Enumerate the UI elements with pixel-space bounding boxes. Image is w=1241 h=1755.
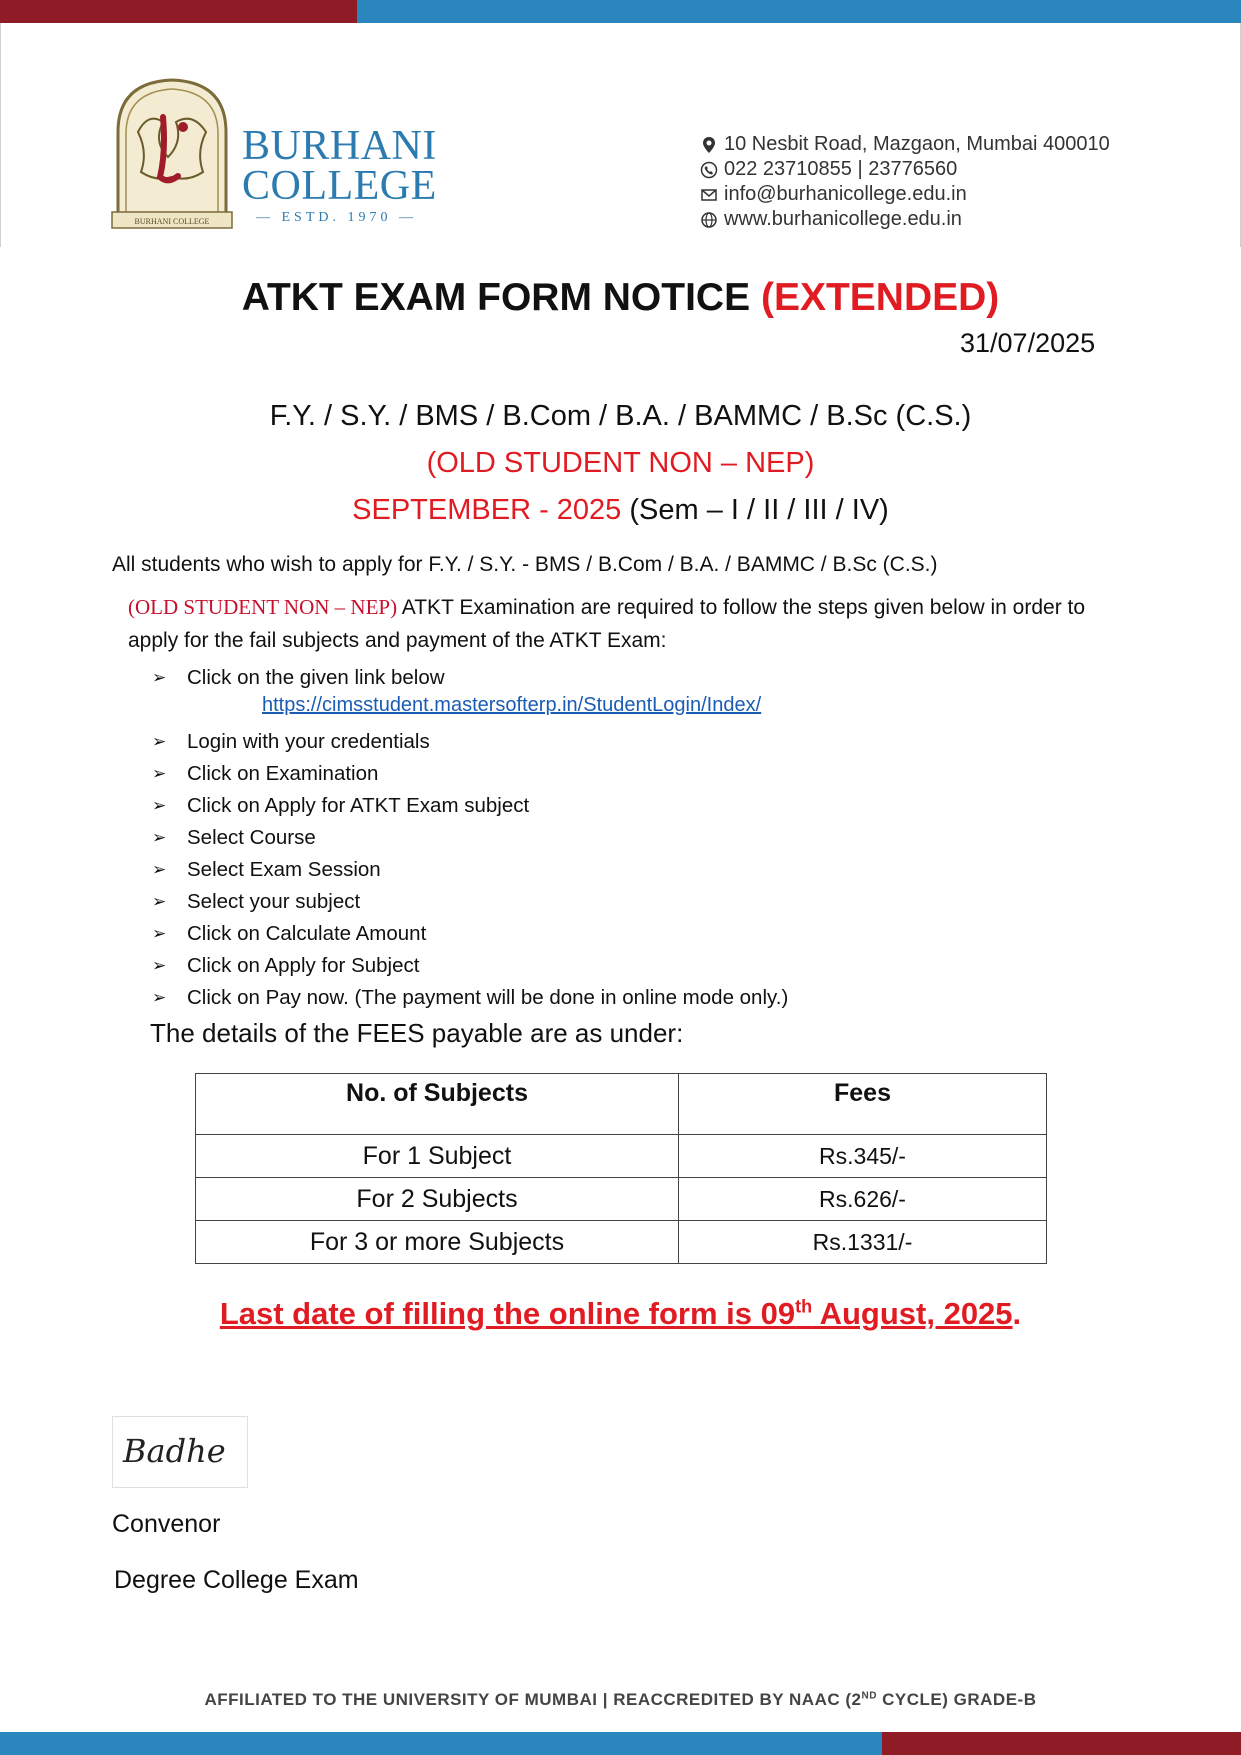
arrow-bullet-icon: ➢ bbox=[152, 828, 167, 847]
fees-intro: The details of the FEES payable are as under: bbox=[150, 1018, 684, 1048]
subjects-cell: For 2 Subjects bbox=[196, 1178, 679, 1221]
instructions-tag: (OLD STUDENT NON – NEP) bbox=[128, 595, 398, 619]
session-semesters: (Sem – I / II / III / IV) bbox=[629, 494, 889, 526]
notice-title bbox=[0, 276, 1241, 320]
list-item: ➢ Select Course bbox=[152, 826, 316, 849]
contact-address-row bbox=[700, 132, 1110, 157]
arrow-bullet-icon: ➢ bbox=[152, 924, 167, 943]
table-row bbox=[196, 1221, 1047, 1264]
list-item: ➢ Click on the given link below bbox=[152, 666, 445, 689]
notice-date: 31/07/2025 bbox=[960, 328, 1096, 358]
column-header-fees: Fees bbox=[679, 1074, 1047, 1135]
college-name-line1: BURHANI bbox=[242, 123, 437, 169]
contact-address: 10 Nesbit Road, Mazgaon, Mumbai 400010 bbox=[724, 133, 1110, 155]
phone-icon bbox=[700, 161, 718, 179]
bottom-bar-blue bbox=[0, 1732, 882, 1755]
arrow-bullet-icon: ➢ bbox=[152, 732, 167, 751]
session-line bbox=[0, 494, 1241, 527]
table-row bbox=[196, 1178, 1047, 1221]
globe-icon bbox=[700, 211, 718, 229]
table-row bbox=[196, 1135, 1047, 1178]
deadline-underlined: Last date of filling the online form is 09th August, 2025 bbox=[219, 1296, 1013, 1331]
notice-title-highlight: (EXTENDED) bbox=[760, 276, 1000, 319]
arrow-bullet-icon: ➢ bbox=[152, 764, 167, 783]
instructions-text: ATKT Examination are required to follow the steps given below in order to apply for the fail subjects and payment of the ATKT Exam: bbox=[128, 596, 1086, 652]
subjects-cell: For 3 or more Subjects bbox=[196, 1221, 679, 1264]
contact-website-row bbox=[700, 207, 1110, 232]
footer-accreditation: AFFILIATED TO THE UNIVERSITY OF MUMBAI | REACCREDITED BY NAAC (2ND CYCLE) GRADE-B bbox=[204, 1690, 1037, 1709]
mail-icon bbox=[700, 186, 718, 204]
session-month: SEPTEMBER - 2025 bbox=[352, 494, 622, 526]
arrow-bullet-icon: ➢ bbox=[152, 988, 167, 1007]
fee-cell: Rs.345/- bbox=[679, 1135, 1047, 1178]
college-estd: — ESTD. 1970 — bbox=[256, 210, 417, 225]
college-name bbox=[242, 123, 437, 209]
fees-table bbox=[195, 1073, 1047, 1264]
list-item: ➢ Login with your credentials bbox=[152, 730, 430, 753]
list-item: ➢ Click on Apply for Subject bbox=[152, 954, 420, 977]
signature-text: Badhe bbox=[123, 1432, 226, 1470]
contact-block bbox=[700, 132, 1110, 232]
fee-cell: Rs.1331/- bbox=[679, 1221, 1047, 1264]
instructions-intro: All students who wish to apply for F.Y. / S.Y. - BMS / B.Com / B.A. / BAMMC / B.Sc (C.S.) bbox=[112, 553, 938, 576]
deadline-notice bbox=[0, 1296, 1241, 1332]
column-header-subjects: No. of Subjects bbox=[196, 1074, 679, 1135]
contact-email-row bbox=[700, 182, 1110, 207]
contact-phone-row bbox=[700, 157, 1110, 182]
arrow-bullet-icon: ➢ bbox=[152, 860, 167, 879]
student-login-link[interactable]: https://cimsstudent.mastersofterp.in/StudentLogin/Index/ bbox=[262, 694, 762, 716]
college-name-line2: COLLEGE bbox=[242, 163, 437, 209]
arrow-bullet-icon: ➢ bbox=[152, 892, 167, 911]
list-item: ➢ Select Exam Session bbox=[152, 858, 381, 881]
contact-email[interactable]: info@burhanicollege.edu.in bbox=[724, 183, 967, 205]
arrow-bullet-icon: ➢ bbox=[152, 796, 167, 815]
instructions-paragraph bbox=[128, 591, 1118, 657]
subjects-cell: For 1 Subject bbox=[196, 1135, 679, 1178]
table-header-row bbox=[196, 1074, 1047, 1135]
list-item: ➢ Select your subject bbox=[152, 890, 361, 913]
signatory-role: Convenor bbox=[112, 1510, 221, 1538]
arrow-bullet-icon: ➢ bbox=[152, 668, 167, 687]
fee-cell: Rs.626/- bbox=[679, 1178, 1047, 1221]
notice-title-text: ATKT EXAM FORM NOTICE bbox=[241, 276, 751, 319]
top-bar-blue bbox=[357, 0, 1241, 23]
list-item: ➢ Click on Examination bbox=[152, 762, 379, 785]
contact-phone: 022 23710855 | 23776560 bbox=[724, 158, 958, 180]
arrow-bullet-icon: ➢ bbox=[152, 956, 167, 975]
list-item: ➢ Click on Apply for ATKT Exam subject bbox=[152, 794, 530, 817]
college-emblem-icon bbox=[108, 72, 236, 232]
signature-image bbox=[112, 1416, 248, 1488]
signatory-department: Degree College Exam bbox=[114, 1566, 359, 1594]
top-bar-red bbox=[0, 0, 357, 23]
student-type-line: (OLD STUDENT NON – NEP) bbox=[426, 447, 815, 479]
list-item: ➢ Click on Calculate Amount bbox=[152, 922, 427, 945]
list-item: ➢ Click on Pay now. (The payment will be done in online mode only.) bbox=[152, 986, 789, 1009]
emblem-label: BURHANI COLLEGE bbox=[134, 217, 210, 226]
deadline-end: . bbox=[1012, 1296, 1022, 1331]
location-pin-icon bbox=[700, 136, 718, 154]
courses-line: F.Y. / S.Y. / BMS / B.Com / B.A. / BAMMC / B.Sc (C.S.) bbox=[269, 400, 972, 432]
contact-website[interactable]: www.burhanicollege.edu.in bbox=[724, 208, 962, 230]
bottom-bar-red bbox=[882, 1732, 1241, 1755]
